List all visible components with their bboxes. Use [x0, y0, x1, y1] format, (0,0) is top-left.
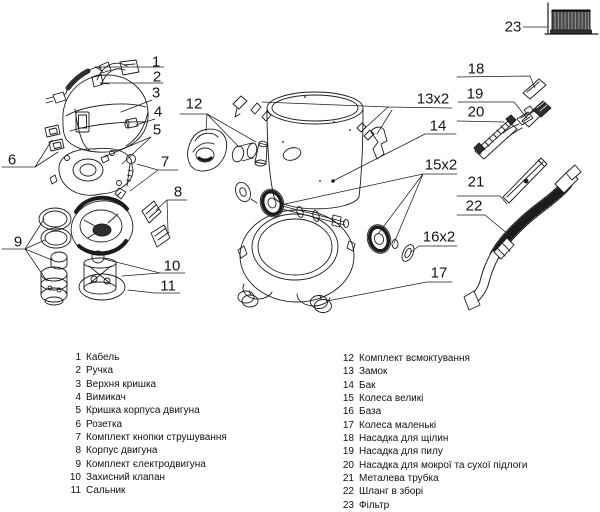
motor-cover-drawing — [50, 148, 133, 195]
crevice-nozzle-drawing — [523, 79, 546, 99]
wheel-axle-drawing — [233, 180, 417, 263]
legend-item: 23 Фільтр — [342, 499, 390, 511]
legend-item: 15 Колеса великі — [342, 393, 424, 405]
legend-item: 2 Ручка — [75, 365, 114, 377]
callout-20: 20 — [467, 103, 485, 121]
callout-6: 6 — [7, 151, 17, 169]
legend-right-column — [339, 352, 528, 512]
legend-item: 8 Корпус двигуна — [75, 445, 158, 457]
legend-item: 17 Колеса маленькі — [342, 419, 437, 431]
legend-item: 6 Розетка — [75, 418, 123, 430]
callout-1: 1 — [151, 53, 161, 71]
callout-12: 12 — [185, 95, 203, 113]
callout-4: 4 — [153, 103, 163, 121]
callout-15x2: 15x2 — [424, 156, 458, 174]
legend-item: 10 Захисний клапан — [69, 472, 166, 484]
callout-10: 10 — [163, 257, 181, 275]
legend-left-column — [66, 351, 227, 498]
legend-item: 11 Сальник — [70, 485, 126, 497]
latch-drawing — [233, 96, 387, 159]
legend-item: 13 Замок — [342, 366, 388, 378]
callout-18: 18 — [467, 60, 485, 78]
legend-item: 12 Комплект всмоктування — [342, 353, 470, 364]
legend-item: 18 Насадка для щілин — [342, 433, 449, 445]
callout-7: 7 — [160, 153, 170, 171]
callout-23: 23 — [504, 18, 522, 36]
callout-21: 21 — [467, 173, 485, 191]
filter-drawing — [545, 3, 598, 34]
metal-tube-drawing — [503, 158, 547, 203]
callout-11: 11 — [160, 277, 176, 295]
callout-9: 9 — [13, 233, 23, 251]
callout-14: 14 — [429, 117, 447, 135]
callout-13x2: 13x2 — [416, 90, 450, 108]
callout-3: 3 — [151, 84, 161, 102]
impeller-housing-drawing — [66, 195, 138, 261]
legend-item: 14 Бак — [342, 379, 376, 391]
legend-item: 5 Кришка корпуса двигуна — [75, 405, 200, 417]
callout-2: 2 — [152, 68, 162, 86]
leader-lines — [2, 27, 547, 301]
callout-17: 17 — [430, 264, 448, 282]
legend-item: 9 Комплект єлектродвигуна — [75, 458, 206, 470]
base-drawing — [238, 210, 355, 313]
legend-item: 1 Кабель — [75, 352, 120, 363]
callout-8: 8 — [173, 183, 183, 201]
legend-item: 21 Металева трубка — [342, 473, 439, 485]
callout-19: 19 — [466, 85, 484, 103]
tank-drawing — [267, 92, 363, 209]
legend-item: 22 Шланг в зборі — [342, 486, 424, 498]
callout-5: 5 — [152, 121, 162, 139]
electric-motor-drawing — [79, 251, 125, 300]
legend-item: 19 Насадка для пилу — [342, 446, 443, 458]
motor-body-strips-drawing — [142, 201, 170, 247]
legend-item: 7 Комплект кнопки струшування — [75, 432, 227, 444]
upper-cover-drawing — [63, 75, 148, 152]
callout-16x2: 16x2 — [422, 228, 456, 246]
legend-item: 16 База — [342, 406, 382, 418]
callout-22: 22 — [465, 197, 483, 215]
cable-drawing — [46, 62, 111, 103]
legend-item: 4 Вимикач — [75, 392, 126, 404]
legend-item: 3 Верхня кришка — [75, 378, 157, 390]
legend-item: 20 Насадка для мокрої та сухої підлоги — [342, 459, 528, 471]
switch-drawing — [125, 118, 138, 128]
